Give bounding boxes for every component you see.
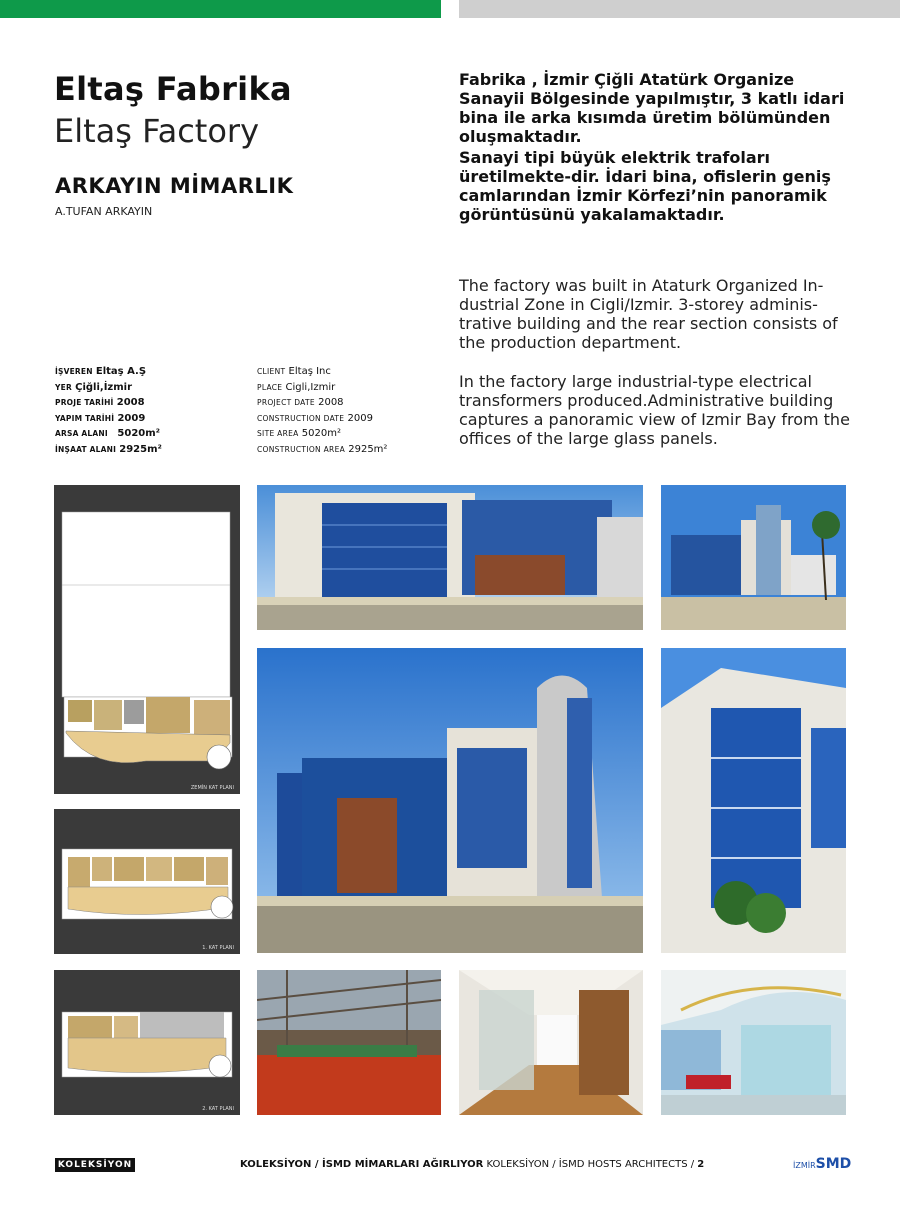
top-green-bar: [0, 0, 441, 18]
plan-caption: ZEMİN KAT PLANI: [190, 785, 234, 791]
info-value: 2925m²: [348, 443, 388, 455]
page-title-en: Eltaş Factory: [54, 112, 259, 150]
project-info-tr: [55, 364, 245, 457]
description-en-paragraph-2: In the factory large industrial-type electrical transformers produced.Administrative building captures a panoramic view of Izmir Bay from the offices of the large glass panels.: [459, 372, 850, 448]
page-number: 2: [697, 1159, 705, 1170]
info-row-client: [257, 364, 447, 380]
info-label: CONSTRUCTION AREA: [257, 444, 346, 454]
firm-name: ARKAYIN MİMARLIK: [55, 174, 294, 198]
top-grey-bar: [459, 0, 900, 18]
info-row-construction-area: [257, 442, 447, 458]
description-tr-paragraph-2: Sanayi tipi büyük elektrik trafoları üretilmekte-dir. İdari bina, ofislerin geniş camlarından İzmir Körfezi’nin panoramik görüntüsünü yakalamaktadır.: [459, 148, 831, 224]
corridor-image: [459, 970, 643, 1115]
info-row-construction-date: [257, 411, 447, 427]
info-value: Cigli,Izmir: [285, 381, 336, 393]
izmir-smd-logo: [793, 1156, 851, 1172]
info-label: ARSA ALANI: [55, 429, 108, 438]
info-label: İŞVEREN: [55, 367, 93, 376]
info-value: 2008: [318, 397, 344, 408]
first-floor-plan: [54, 809, 240, 954]
info-label: SITE AREA: [257, 429, 299, 438]
info-label: CONSTRUCTION DATE: [257, 413, 345, 423]
brand-main: SMD: [815, 1156, 852, 1172]
info-label: İNŞAAT ALANI: [55, 444, 117, 454]
brand-small: İZMİR: [793, 1161, 816, 1170]
project-info-en: [257, 364, 447, 457]
photo-facade-detail: [661, 648, 846, 953]
building-main-image: [257, 648, 643, 953]
info-label: PROJECT DATE: [257, 398, 315, 407]
second-floor-plan-drawing: [54, 970, 240, 1115]
info-value: 2008: [116, 397, 145, 408]
photo-production-hall: [257, 970, 441, 1115]
ground-floor-plan: [54, 485, 240, 794]
info-value: 2009: [347, 412, 373, 424]
description-en-paragraph-1: The factory was built in Ataturk Organized In-dustrial Zone in Cigli/Izmir. 3-storey adminis-trative building and the rear section consists of the production department.: [459, 276, 838, 352]
info-label: CLIENT: [257, 367, 286, 376]
koleksiyon-logo: KOLEKSİYON: [55, 1158, 135, 1172]
info-row-project-date: [55, 395, 245, 411]
info-row-place: [55, 380, 245, 396]
production-hall-image: [257, 970, 441, 1115]
info-label: YER: [55, 382, 72, 392]
photo-building-corner: [661, 485, 846, 630]
footer-text-regular: KOLEKSİYON / İSMD HOSTS ARCHITECTS /: [483, 1159, 698, 1170]
footer-text: [240, 1159, 704, 1170]
info-row-site-area: [257, 426, 447, 442]
info-row-construction-area: [55, 442, 245, 458]
info-row-place: [257, 380, 447, 396]
page-title-tr: Eltaş Fabrika: [54, 70, 292, 108]
footer-text-bold: KOLEKSİYON / İSMD MİMARLARI AĞIRLIYOR: [240, 1159, 484, 1170]
info-value: Eltaş Inc: [288, 366, 331, 377]
info-label: PLACE: [257, 382, 283, 392]
building-corner-image: [661, 485, 846, 630]
info-value: Eltaş A.Ş: [95, 366, 147, 377]
info-value: 5020m²: [301, 428, 341, 439]
info-value: 2925m²: [119, 443, 162, 455]
second-floor-plan: [54, 970, 240, 1115]
photo-corridor: [459, 970, 643, 1115]
info-row-site-area: [55, 426, 245, 442]
info-row-client: [55, 364, 245, 380]
photo-building-front-wide: [257, 485, 643, 630]
plan-caption: 1. KAT PLANI: [202, 945, 234, 951]
first-floor-plan-drawing: [54, 809, 240, 954]
photo-building-main: [257, 648, 643, 953]
building-front-wide-image: [257, 485, 643, 630]
info-row-construction-date: [55, 411, 245, 427]
architect-name: A.TUFAN ARKAYIN: [55, 205, 153, 218]
info-value: 2009: [117, 412, 146, 424]
photo-office-interior: [661, 970, 846, 1115]
description-tr-paragraph-1: Fabrika , İzmir Çiğli Atatürk Organize Sanayii Bölgesinde yapılmıştır, 3 katlı idari bina ile arka kısımda üretim bölümünden oluşmaktadır.: [459, 70, 845, 146]
office-interior-image: [661, 970, 846, 1115]
info-row-project-date: [257, 395, 447, 411]
plan-caption: 2. KAT PLANI: [202, 1106, 234, 1112]
info-value: 5020m²: [117, 428, 161, 439]
facade-detail-image: [661, 648, 846, 953]
info-value: Çiğli,İzmir: [75, 381, 133, 393]
ground-floor-plan-drawing: [54, 485, 240, 794]
info-label: YAPIM TARİHİ: [55, 413, 115, 423]
info-label: PROJE TARİHİ: [55, 398, 114, 407]
